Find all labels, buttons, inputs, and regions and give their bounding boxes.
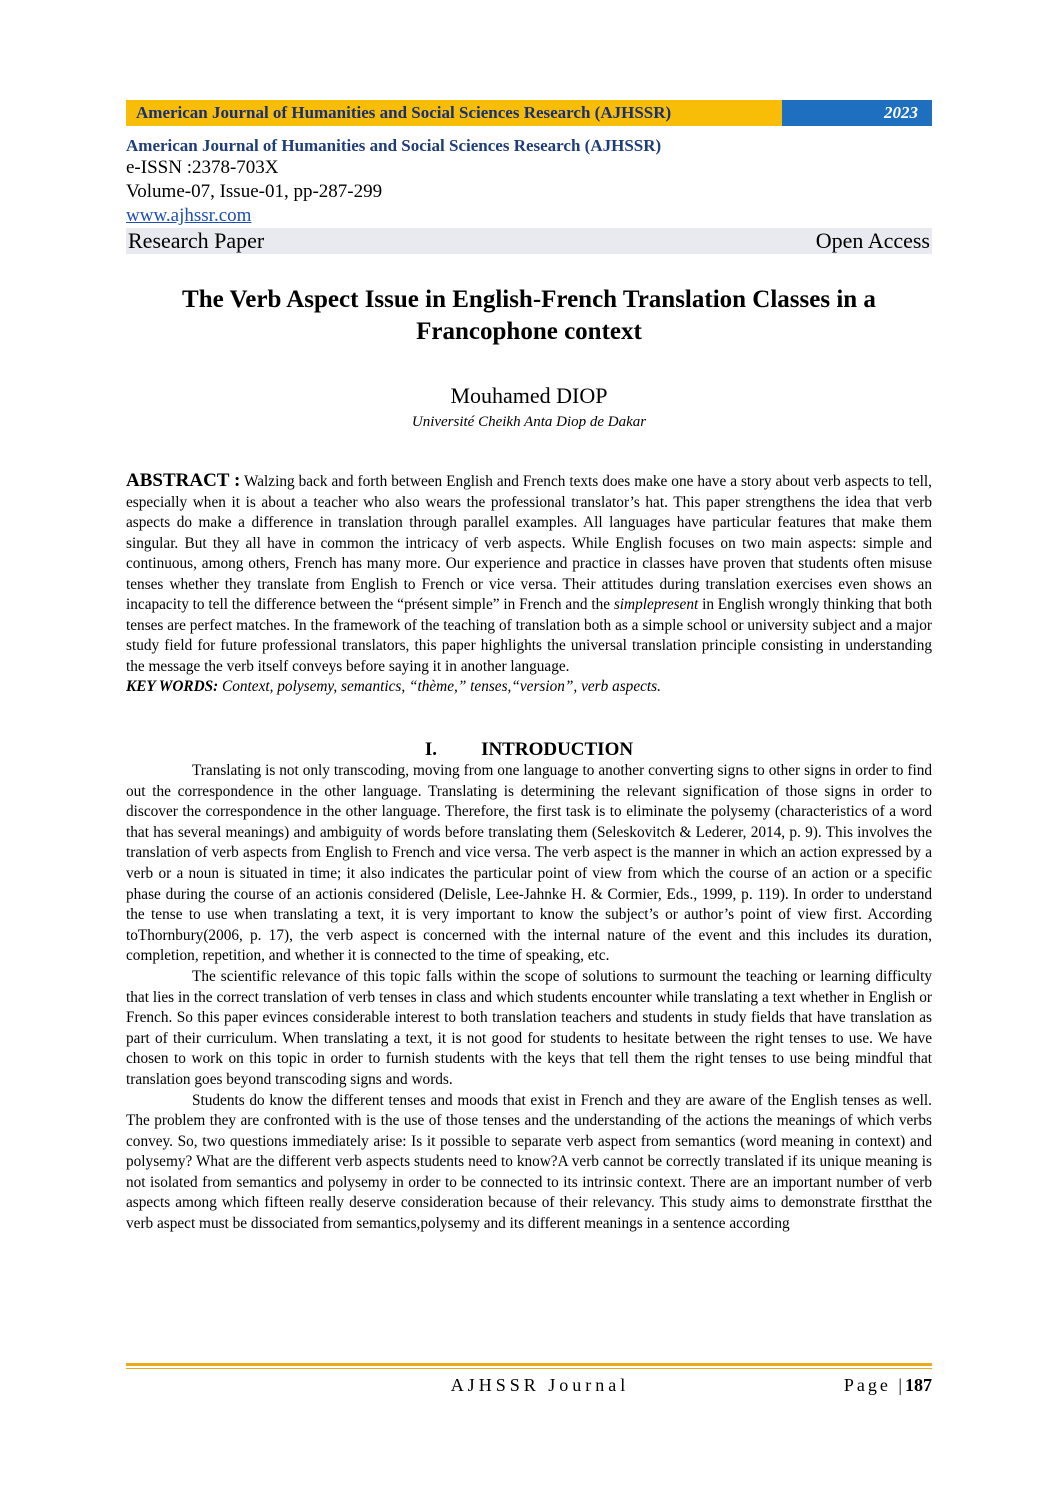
abstract (126, 471, 932, 677)
access-type: Open Access (815, 228, 930, 253)
journal-website-link[interactable]: www.ajhssr.com (126, 205, 252, 226)
keywords-label: KEY WORDS: (126, 678, 219, 695)
keywords (126, 677, 932, 697)
section-title: INTRODUCTION (481, 739, 634, 760)
section-heading (126, 739, 932, 761)
paper-page (126, 100, 932, 1235)
footer-journal: AJHSSR Journal (450, 1375, 630, 1395)
footer-rule (126, 1363, 932, 1366)
abstract-emphasis: simplepresent (613, 596, 699, 613)
author-affiliation: Université Cheikh Anta Diop de Dakar (411, 414, 647, 430)
abstract-label: ABSTRACT : (126, 470, 241, 491)
paper-type: Research Paper (128, 228, 265, 253)
footer-page-label: Page | (843, 1375, 905, 1395)
paragraph: Translating is not only transcoding, moving from one language to another converting signs to other signs in order to find out the correspondence in the other language. Translating is determining the relevant signification of those signs in order to discover the correspondence in the other language. Therefore, the first task is to eliminate the polysemy (characteristics of a word that has several meanings) and ambiguity of words before translating them (Seleskovitch & Lederer, 2014, p. 9). This involves the translation of verb aspects from English to French and vice versa. The verb aspect is the manner in which an action expressed by a verb or a noun is situated in time; it also indicates the particular point of view from which the course of an action or a specific phase during the course of an actionis considered (Delisle, Lee-Jahnke H. & Cormier, Eds., 1999, p. 119). In order to understand the tense to use when translating a text, it is very important to know the subject’s or author’s point of view first. According toThornbury(2006, p. 17), the verb aspect is concerned with the internal nature of the event and this includes its duration, completion, repetition, and whether it is connected to the time of speaking, etc. (126, 762, 932, 965)
issn: e-ISSN :2378-703X (126, 157, 279, 178)
volume-issue: Volume-07, Issue-01, pp-287-299 (126, 181, 383, 202)
author-name: Mouhamed DIOP (450, 383, 608, 408)
footer-page (844, 1374, 932, 1396)
introduction-body (126, 761, 932, 1235)
paragraph: The scientific relevance of this topic falls within the scope of solutions to surmount the teaching or learning difficulty that lies in the correct translation of verb tenses in class and which students encounter while translating a text whether in English or French. So this paper evinces considerable interest to both translation teachers and students in study fields that have translation as part of their curriculum. When translating a text, it is not good for students to hesitate between the right tenses to use. We have chosen to work on this topic in order to furnish students with the keys that tell them the right tenses to use being mindful that translation goes beyond transcoding signs and words. (126, 967, 932, 1088)
journal-title: American Journal of Humanities and Social Sciences Research (AJHSSR) (126, 136, 662, 155)
keywords-text: Context, polysemy, semantics, “thème,” tenses,“version”, verb aspects. (218, 678, 661, 695)
banner-year: 2023 (782, 100, 932, 126)
journal-banner (126, 100, 932, 126)
abstract-text-part2: in English wrongly thinking that both tenses are perfect matches. In the framework of the teaching of translation both as a simple school or university subject and a major study field for future professional translators, this paper highlights the universal translation principle consisting in understanding the message the verb itself conveys before saying it in another language. (126, 596, 932, 675)
footer-rule-thin (126, 1368, 932, 1369)
paper-title: The Verb Aspect Issue in English-French Translation Classes in a Francophone context (182, 286, 876, 345)
paper-type-bar (126, 228, 932, 254)
abstract-text-part1: Walzing back and forth between English and French texts does make one have a story about verb aspects to tell, especially when it is about a teacher who also wears the professional translator’s hat. This paper strengthens the idea that verb aspects do make a difference in translation through parallel examples. All languages have particular features that make them singular. But they all have in common the intricacy of verb aspects. While English focuses on two main aspects: simple and continuous, among others, French has many more. Our experience and practice in classes have proven that students often misuse tenses whether they translate from English to French or vice versa. Their attitudes during translation exercises even shows an incapacity to tell the difference between the “présent simple” in French and the (126, 473, 932, 613)
page-number: 187 (905, 1375, 932, 1395)
paragraph: Students do know the different tenses and moods that exist in French and they are aware of the English tenses as well. The problem they are confronted with is the use of those tenses and the understanding of the actions the meanings of which verbs convey. So, two questions immediately arise: Is it possible to separate verb aspect from semantics (word meaning in context) and polysemy? What are the different verb aspects students need to know?A verb cannot be correctly translated if its unique meaning is not isolated from semantics and polysemy in order to be connected to its intrinsic context. There are an important number of verb aspects among which fifteen really deserve consideration because of their relevancy. This study aims to demonstrate firstthat the verb aspect must be dissociated from semantics,polysemy and its different meanings in a sentence according (126, 1091, 932, 1233)
section-number: I. (424, 739, 438, 760)
page-footer (126, 1374, 932, 1396)
banner-journal-name: American Journal of Humanities and Social Sciences Research (AJHSSR) (126, 100, 782, 126)
